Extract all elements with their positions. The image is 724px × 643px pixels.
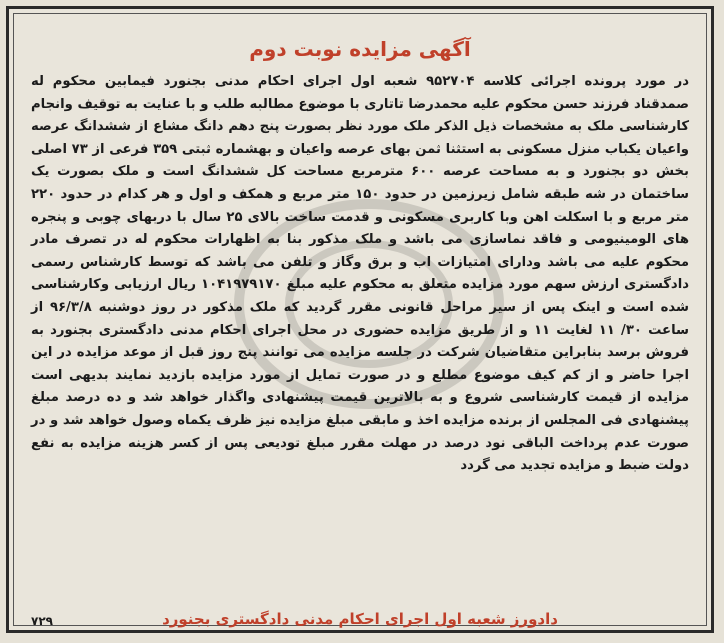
notice-title: آگهی مزایده نوبت دوم: [249, 37, 471, 61]
auction-notice: [6, 6, 714, 633]
notice-code: ۷۲۹: [31, 614, 53, 628]
notice-signature: دادورز شعبه اول اجرای احکام مدنی دادگستری بجنورد: [162, 610, 558, 628]
notice-body: در مورد پرونده اجرائی کلاسه ۹۵۲۷۰۴ شعبه اول اجرای احکام مدنی بجنورد فیمابین محکوم له صمدقناد فرزند حسن محکوم علیه محمدرضا تاتاری با موضوع مطالبه طلب و با عنایت به توقیف وانجام کارشناسی ملک به مشخصات ذیل الذکر ملک مورد نظر بصورت پنج دهم دانگ مشاع از ششدانگ عرصه واعیان یکباب منزل مسکونی به استثنا ثمن بهای عرصه واعیان و بهشماره ثبتی ۳۵۹ فرعی از ۷۳ اصلی بخش دو بجنورد و به مساحت عرصه ۶۰۰ مترمربع مساحت کل ششدانگ است و ملک بصورت یک ساختمان در شه طبقه شامل زیرزمین در حدود ۱۵۰ متر مربع و همکف و اول و هر کدام در حدود ۲۲۰ متر مربع و با اسکلت اهن وبا کاربری مسکونی و قدمت ساخت بالای ۲۵ سال با دربهای چوبی و پنجره های الومینیومی و فاقد نماسازی می باشد و ملک مذکور بنا به اظهارات محکوم له در تصرف مادر محکوم علیه می باشد ودارای امتیازات اب و برق وگاز و تلفن می باشد که توسط کارشناس رسمی دادگستری ارزش سهم مورد مزایده متعلق به محکوم علیه مبلغ ۱۰۴۱۹۷۹۱۷۰ ریال ارزیابی وکارشناسی شده است و اینک پس از سیر مراحل قانونی مقرر گردید که ملک مذکور در روز دوشنبه ۹۶/۳/۸ از ساعت ۳۰/ ۱۱ لغایت ۱۱ و از طریق مزایده حضوری در محل اجرای احکام مدنی دادگستری بجنورد به فروش برسد بنابراین متقاضیان شرکت در جلسه مزایده می توانند پنج روز قبل از موعد مزایده در این اجرا حاضر و از کم کیف موضوع مطلع و در صورت تمایل از مورد مزایده بازدید نمایند بدیهی است مزایده از قیمت کارشناسی شروع و به بالاترین قیمت پیشنهادی واگذار خواهد شد و ده درصد مبلغ پیشنهادی فی المجلس از برنده مزایده اخذ و مابقی مبلغ مزایده نیز ظرف یکماه وصول خواهد شد و در صورت عدم پرداخت الباقی نود درصد در مهلت مقرر مبلغ تودیعی پس از کسر هزینه مزایده به نفع دولت ضبط و مزایده تجدید می گردد: [31, 74, 690, 474]
